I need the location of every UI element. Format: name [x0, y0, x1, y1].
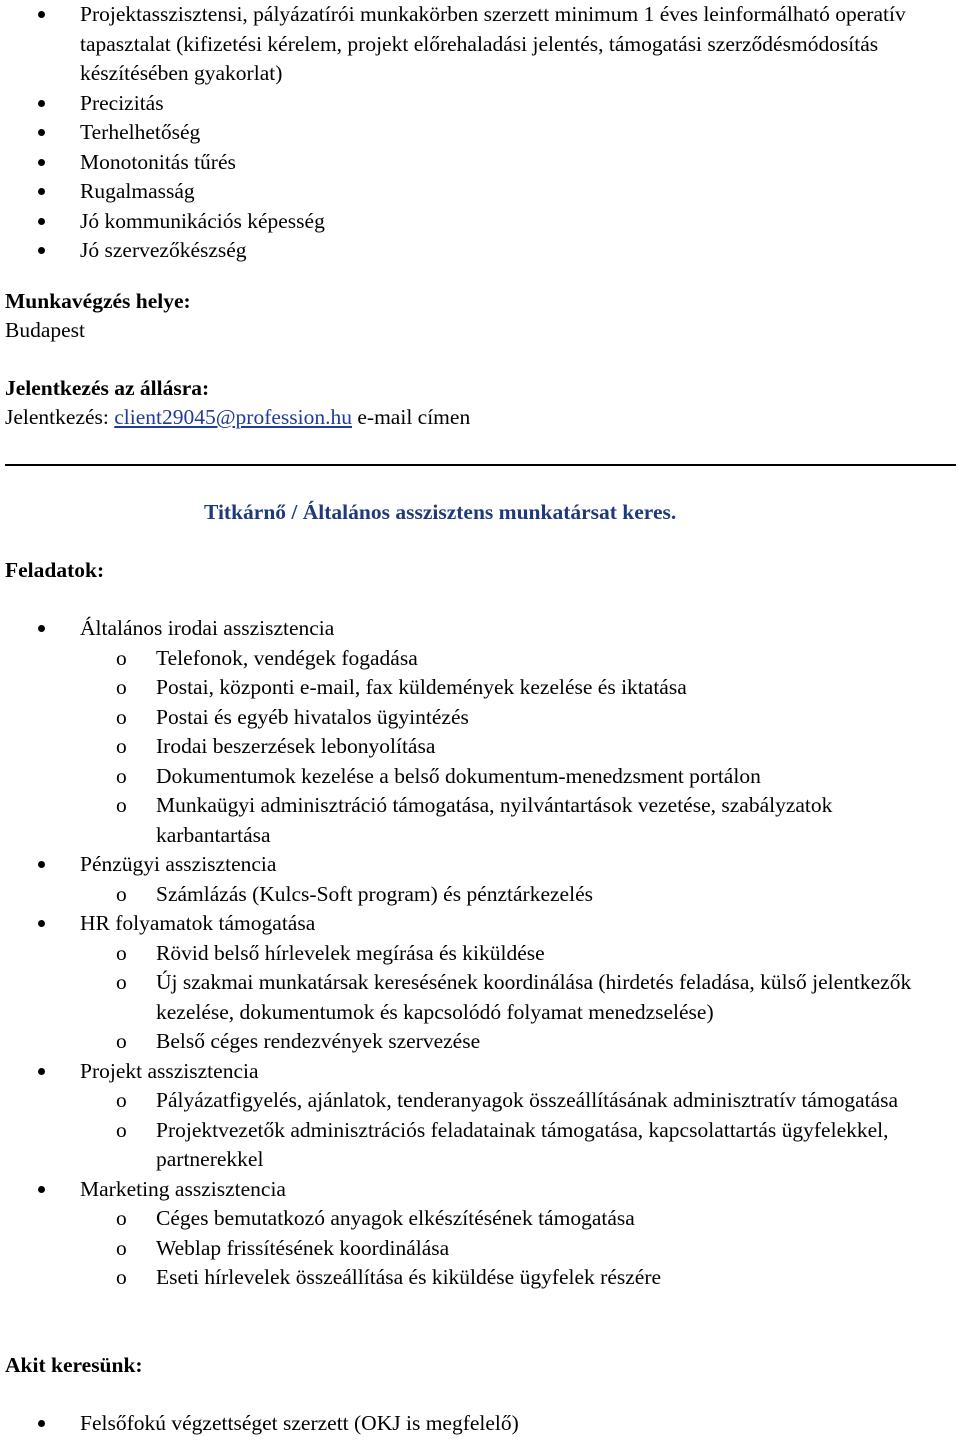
- divider: [5, 464, 956, 466]
- list-item: o Számlázás (Kulcs-Soft program) és pénztárkezelés: [0, 880, 950, 910]
- list-item: o Munkaügyi adminisztráció támogatása, nyilvántartások vezetése, szabályzatok karbantartása: [0, 791, 950, 850]
- task-group-label: Projekt asszisztencia: [80, 1058, 259, 1083]
- job-title: Titkárnő / Általános asszisztens munkatársat keres.: [204, 500, 677, 524]
- task-sublist: [80, 1204, 950, 1293]
- list-item: o Telefonok, vendégek fogadása: [0, 644, 950, 674]
- task-sublist: [80, 1086, 950, 1175]
- requirements-list: [0, 0, 950, 266]
- tasks-list: [0, 614, 950, 1293]
- task-group: [0, 850, 950, 909]
- seeking-list: [0, 1409, 950, 1439]
- list-item: Monotonitás tűrés: [0, 148, 950, 178]
- task-group-label: Általános irodai asszisztencia: [80, 616, 335, 640]
- workplace-value: Budapest: [5, 318, 86, 342]
- apply-line: [5, 403, 470, 433]
- task-group-label: Pénzügyi asszisztencia: [80, 852, 277, 876]
- list-item: o Postai, központi e-mail, fax küldemények kezelése és iktatása: [0, 673, 950, 703]
- task-sublist: [80, 939, 950, 1057]
- list-item: o Dokumentumok kezelése a belső dokumentum-menedzsment portálon: [0, 762, 950, 792]
- tasks-heading: Feladatok:: [5, 558, 105, 582]
- task-sublist: [80, 880, 950, 910]
- tasks-section: [0, 614, 950, 1293]
- list-item: Terhelhetőség: [0, 118, 950, 148]
- task-group: [0, 614, 950, 850]
- apply-suffix: e-mail címen: [352, 405, 471, 429]
- task-group: [0, 1057, 950, 1175]
- task-group-label: Marketing asszisztencia: [80, 1176, 286, 1201]
- workplace-heading: Munkavégzés helye:: [5, 289, 191, 313]
- list-item: o Weblap frissítésének koordinálása: [0, 1234, 950, 1264]
- task-group: [0, 1175, 950, 1293]
- task-sublist: [80, 644, 950, 851]
- seeking-heading: Akit keresünk:: [5, 1353, 143, 1377]
- apply-heading: Jelentkezés az állásra:: [5, 376, 210, 400]
- email-link[interactable]: client29045@profession.hu: [114, 405, 352, 429]
- list-item: o Belső céges rendezvények szervezése: [0, 1027, 950, 1057]
- apply-prefix: Jelentkezés:: [5, 405, 115, 429]
- list-item: Jó kommunikációs képesség: [0, 207, 950, 237]
- task-group: [0, 909, 950, 1057]
- list-item: o Rövid belső hírlevelek megírása és kiküldése: [0, 939, 950, 969]
- task-group-label: HR folyamatok támogatása: [80, 911, 316, 935]
- list-item: o Eseti hírlevelek összeállítása és kiküldése ügyfelek részére: [0, 1263, 950, 1293]
- list-item: o Pályázatfigyelés, ajánlatok, tenderanyagok összeállításának adminisztratív támogatása: [0, 1086, 950, 1116]
- seeking-section: [0, 1409, 950, 1439]
- list-item: o Postai és egyéb hivatalos ügyintézés: [0, 703, 950, 733]
- list-item: Jó szervezőkészség: [0, 236, 950, 266]
- list-item: o Irodai beszerzések lebonyolítása: [0, 732, 950, 762]
- list-item: Rugalmasság: [0, 177, 950, 207]
- list-item: o Új szakmai munkatársak keresésének koordinálása (hirdetés feladása, külső jelentkezők kezelése, dokumentumok és kapcsolódó folyamat menedzselése): [0, 968, 950, 1027]
- list-item: Felsőfokú végzettséget szerzett (OKJ is megfelelő): [0, 1409, 950, 1439]
- list-item: Precizitás: [0, 89, 950, 119]
- list-item: o Céges bemutatkozó anyagok elkészítésének támogatása: [0, 1204, 950, 1234]
- list-item: Projektasszisztensi, pályázatírói munkakörben szerzett minimum 1 éves leinformálható operatív tapasztalat (kifizetési kérelem, projekt előrehaladási jelentés, támogatási szerződésmódosítás készítésében gyakorlat): [0, 0, 950, 89]
- list-item: o Projektvezetők adminisztrációs feladatainak támogatása, kapcsolattartás ügyfelekkel, partnerekkel: [0, 1116, 950, 1175]
- requirements-section: [0, 0, 950, 266]
